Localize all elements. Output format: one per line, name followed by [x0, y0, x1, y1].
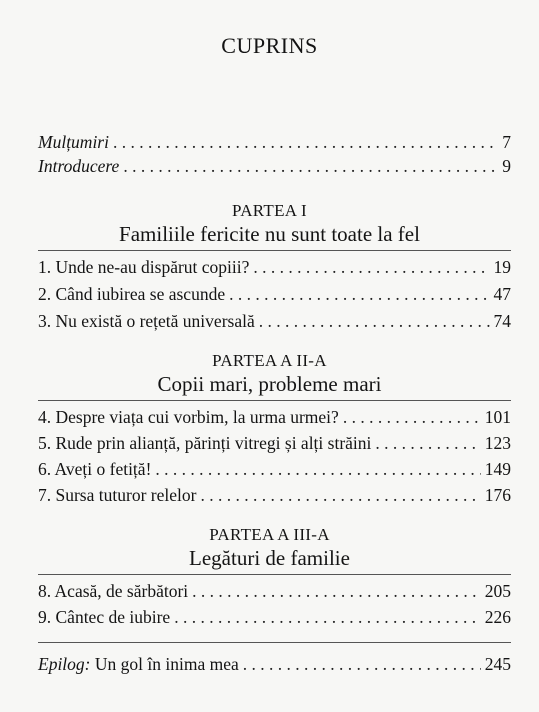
dot-leader — [343, 406, 481, 428]
toc-entry-chapter-6[interactable] — [38, 458, 511, 480]
dot-leader — [375, 432, 480, 454]
dot-leader — [113, 131, 498, 153]
toc-entry-chapter-4[interactable] — [38, 406, 511, 428]
toc-entry-label: 1. Unde ne-au dispărut copiii? — [38, 257, 250, 277]
toc-page-number: 7 — [502, 132, 511, 152]
toc-entry-label: Un gol în inima mea — [90, 654, 239, 674]
toc-entry-epilog[interactable] — [38, 653, 511, 675]
toc-page-number: 101 — [484, 407, 511, 427]
toc-entry-acknowledgements[interactable] — [38, 131, 511, 153]
dot-leader — [253, 256, 489, 278]
divider — [38, 400, 511, 401]
toc-entry-chapter-3[interactable] — [38, 310, 511, 332]
toc-entry-chapter-9[interactable] — [38, 606, 511, 628]
divider — [38, 574, 511, 575]
toc-entry-label: 5. Rude prin alianță, părinți vitregi și alți străini — [38, 433, 372, 453]
dot-leader — [259, 310, 490, 332]
dot-leader — [192, 580, 481, 602]
part-2-title: Copii mari, probleme mari — [157, 372, 382, 396]
toc-page-number: 226 — [484, 607, 511, 627]
toc-page-number: 245 — [484, 654, 511, 674]
toc-entry-label: 2. Când iubirea se ascunde — [38, 284, 226, 304]
part-2-heading: PARTEA A II-A — [212, 351, 327, 370]
toc-page-number: 74 — [493, 311, 511, 331]
toc-entry-label: Introducere — [38, 156, 120, 176]
toc-page-number: 149 — [484, 459, 511, 479]
toc-entry-label: 8. Acasă, de sărbători — [38, 581, 189, 601]
part-3-heading: PARTEA A III-A — [209, 525, 330, 544]
dot-leader — [123, 155, 498, 177]
toc-page-number: 47 — [493, 284, 511, 304]
part-3-title: Legături de familie — [189, 546, 350, 570]
toc-entry-label: 4. Despre viața cui vorbim, la urma urmei? — [38, 407, 339, 427]
part-1-heading: PARTEA I — [232, 201, 307, 220]
toc-page-number: 9 — [502, 156, 511, 176]
toc-entry-label: 6. Aveți o fetiță! — [38, 459, 152, 479]
toc-entry-chapter-5[interactable] — [38, 432, 511, 454]
toc-page-number: 19 — [493, 257, 511, 277]
divider — [38, 250, 511, 251]
toc-page-number: 176 — [484, 485, 511, 505]
toc-entry-introduction[interactable] — [38, 155, 511, 177]
toc-entry-chapter-1[interactable] — [38, 256, 511, 278]
divider — [38, 642, 511, 643]
toc-page-number: 123 — [484, 433, 511, 453]
dot-leader — [174, 606, 481, 628]
epilog-prefix: Epilog: — [38, 654, 91, 674]
toc-entry-label: Mulțumiri — [38, 132, 109, 152]
toc-page-number: 205 — [484, 581, 511, 601]
dot-leader — [229, 283, 489, 305]
toc-entry-chapter-7[interactable] — [38, 484, 511, 506]
dot-leader — [243, 653, 481, 675]
toc-entry-chapter-2[interactable] — [38, 283, 511, 305]
part-1-title: Familiile fericite nu sunt toate la fel — [119, 222, 420, 246]
page-title: CUPRINS — [221, 33, 318, 58]
toc-entry-label: 9. Cântec de iubire — [38, 607, 171, 627]
toc-entry-chapter-8[interactable] — [38, 580, 511, 602]
dot-leader — [155, 458, 480, 480]
toc-entry-label: 3. Nu există o rețetă universală — [38, 311, 255, 331]
dot-leader — [200, 484, 480, 506]
toc-entry-label: 7. Sursa tuturor relelor — [38, 485, 197, 505]
